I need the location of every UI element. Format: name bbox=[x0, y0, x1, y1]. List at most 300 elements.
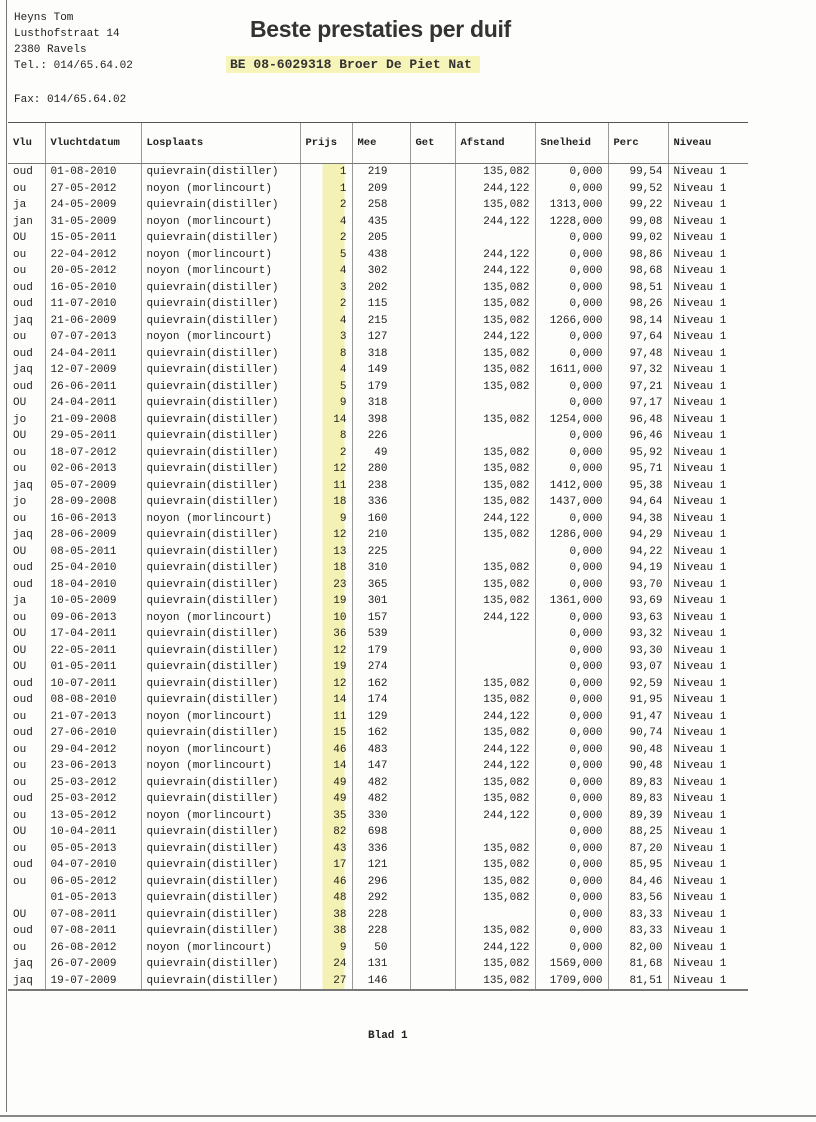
cell-prijs: 13 bbox=[300, 544, 352, 561]
cell-losplaats: quievrain(distiller) bbox=[141, 445, 300, 462]
cell-mee: 280 bbox=[352, 461, 410, 478]
cell-perc: 98,26 bbox=[608, 296, 668, 313]
cell-vluchtdatum: 21-07-2013 bbox=[45, 709, 141, 726]
cell-afstand: 244,122 bbox=[455, 214, 535, 231]
cell-mee: 228 bbox=[352, 907, 410, 924]
page-title: Beste prestaties per duif bbox=[250, 16, 511, 42]
cell-vluchtdatum: 17-04-2011 bbox=[45, 626, 141, 643]
cell-vluchtdatum: 10-05-2009 bbox=[45, 593, 141, 610]
column-header-niveau: Niveau bbox=[668, 123, 748, 164]
table-row bbox=[8, 329, 748, 346]
table-row bbox=[8, 709, 748, 726]
page-border bbox=[6, 0, 7, 1112]
cell-vluchtdatum: 10-04-2011 bbox=[45, 824, 141, 841]
cell-mee: 398 bbox=[352, 412, 410, 429]
cell-afstand bbox=[455, 230, 535, 247]
cell-vlu bbox=[8, 890, 45, 907]
cell-snelheid: 1228,000 bbox=[535, 214, 608, 231]
table-row bbox=[8, 956, 748, 973]
cell-vlu: OU bbox=[13, 628, 27, 641]
cell-afstand: 135,082 bbox=[455, 692, 535, 709]
cell-vluchtdatum: 31-05-2009 bbox=[45, 214, 141, 231]
cell-mee: 174 bbox=[352, 692, 410, 709]
sender-city: 2380 Ravels bbox=[14, 44, 87, 56]
cell-perc: 95,92 bbox=[608, 445, 668, 462]
cell-niveau: Niveau 1 bbox=[668, 593, 748, 610]
cell-mee: 438 bbox=[352, 247, 410, 264]
cell-perc: 82,00 bbox=[608, 940, 668, 957]
cell-losplaats: noyon (morlincourt) bbox=[141, 808, 300, 825]
table-row bbox=[8, 478, 748, 495]
table-row bbox=[8, 742, 748, 759]
cell-niveau: Niveau 1 bbox=[668, 923, 748, 940]
cell-niveau: Niveau 1 bbox=[668, 791, 748, 808]
cell-afstand: 135,082 bbox=[455, 478, 535, 495]
cell-prijs: 19 bbox=[300, 659, 352, 676]
cell-vlu: ou bbox=[13, 331, 27, 344]
cell-afstand: 244,122 bbox=[455, 247, 535, 264]
cell-perc: 93,69 bbox=[608, 593, 668, 610]
cell-afstand: 135,082 bbox=[455, 874, 535, 891]
cell-get bbox=[410, 560, 455, 577]
cell-snelheid: 0,000 bbox=[535, 709, 608, 726]
cell-perc: 97,32 bbox=[608, 362, 668, 379]
cell-mee: 49 bbox=[352, 445, 410, 462]
cell-snelheid: 0,000 bbox=[535, 164, 608, 181]
cell-mee: 302 bbox=[352, 263, 410, 280]
results-table bbox=[8, 122, 748, 991]
cell-get bbox=[410, 544, 455, 561]
page-number: Blad 1 bbox=[368, 1030, 408, 1042]
cell-losplaats: noyon (morlincourt) bbox=[141, 214, 300, 231]
cell-losplaats: quievrain(distiller) bbox=[141, 775, 300, 792]
cell-prijs: 1 bbox=[300, 181, 352, 198]
cell-prijs: 10 bbox=[300, 610, 352, 627]
cell-snelheid: 0,000 bbox=[535, 445, 608, 462]
table-row bbox=[8, 643, 748, 660]
cell-vluchtdatum: 01-05-2013 bbox=[45, 890, 141, 907]
cell-perc: 81,51 bbox=[608, 973, 668, 991]
cell-snelheid: 1611,000 bbox=[535, 362, 608, 379]
cell-vlu: ou bbox=[13, 776, 27, 789]
cell-get bbox=[410, 313, 455, 330]
cell-snelheid: 1286,000 bbox=[535, 527, 608, 544]
cell-vluchtdatum: 28-06-2009 bbox=[45, 527, 141, 544]
cell-snelheid: 0,000 bbox=[535, 610, 608, 627]
cell-vluchtdatum: 08-05-2011 bbox=[45, 544, 141, 561]
pigeon-id: BE 08-6029318 Broer De Piet Nat bbox=[226, 56, 480, 73]
cell-mee: 50 bbox=[352, 940, 410, 957]
cell-snelheid: 1313,000 bbox=[535, 197, 608, 214]
cell-losplaats: noyon (morlincourt) bbox=[141, 758, 300, 775]
cell-niveau: Niveau 1 bbox=[668, 626, 748, 643]
cell-perc: 98,86 bbox=[608, 247, 668, 264]
cell-prijs: 46 bbox=[300, 874, 352, 891]
cell-afstand bbox=[455, 643, 535, 660]
cell-afstand: 135,082 bbox=[455, 346, 535, 363]
cell-losplaats: quievrain(distiller) bbox=[141, 296, 300, 313]
cell-prijs: 3 bbox=[300, 329, 352, 346]
cell-vluchtdatum: 29-05-2011 bbox=[45, 428, 141, 445]
table-row bbox=[8, 362, 748, 379]
cell-niveau: Niveau 1 bbox=[668, 445, 748, 462]
cell-vluchtdatum: 02-06-2013 bbox=[45, 461, 141, 478]
cell-losplaats: quievrain(distiller) bbox=[141, 164, 300, 181]
cell-vluchtdatum: 26-06-2011 bbox=[45, 379, 141, 396]
cell-mee: 482 bbox=[352, 791, 410, 808]
table-row bbox=[8, 577, 748, 594]
cell-mee: 336 bbox=[352, 494, 410, 511]
cell-afstand bbox=[455, 659, 535, 676]
cell-vlu: oud bbox=[13, 694, 33, 707]
cell-mee: 131 bbox=[352, 956, 410, 973]
table-row bbox=[8, 181, 748, 198]
cell-afstand: 244,122 bbox=[455, 709, 535, 726]
cell-vlu: jaq bbox=[13, 529, 33, 542]
cell-prijs: 12 bbox=[300, 461, 352, 478]
cell-get bbox=[410, 775, 455, 792]
cell-afstand bbox=[455, 907, 535, 924]
cell-losplaats: quievrain(distiller) bbox=[141, 659, 300, 676]
cell-vlu: oud bbox=[13, 677, 33, 690]
cell-losplaats: quievrain(distiller) bbox=[141, 791, 300, 808]
cell-perc: 91,95 bbox=[608, 692, 668, 709]
cell-get bbox=[410, 610, 455, 627]
cell-get bbox=[410, 923, 455, 940]
cell-snelheid: 0,000 bbox=[535, 808, 608, 825]
cell-perc: 83,56 bbox=[608, 890, 668, 907]
column-header-snelheid: Snelheid bbox=[535, 123, 608, 164]
cell-niveau: Niveau 1 bbox=[668, 428, 748, 445]
cell-perc: 92,59 bbox=[608, 676, 668, 693]
cell-niveau: Niveau 1 bbox=[668, 511, 748, 528]
cell-get bbox=[410, 362, 455, 379]
cell-vlu: ou bbox=[13, 842, 27, 855]
cell-vluchtdatum: 18-07-2012 bbox=[45, 445, 141, 462]
cell-prijs: 19 bbox=[300, 593, 352, 610]
cell-niveau: Niveau 1 bbox=[668, 280, 748, 297]
table-row bbox=[8, 560, 748, 577]
cell-snelheid: 0,000 bbox=[535, 247, 608, 264]
cell-prijs: 1 bbox=[300, 164, 352, 181]
cell-vluchtdatum: 07-07-2013 bbox=[45, 329, 141, 346]
cell-get bbox=[410, 412, 455, 429]
cell-vluchtdatum: 29-04-2012 bbox=[45, 742, 141, 759]
column-header-vlu: Vlu bbox=[8, 123, 45, 164]
cell-afstand: 135,082 bbox=[455, 461, 535, 478]
table-row bbox=[8, 824, 748, 841]
cell-niveau: Niveau 1 bbox=[668, 643, 748, 660]
cell-afstand: 135,082 bbox=[455, 676, 535, 693]
cell-vluchtdatum: 25-03-2012 bbox=[45, 775, 141, 792]
cell-get bbox=[410, 676, 455, 693]
cell-afstand: 135,082 bbox=[455, 923, 535, 940]
cell-vlu: ou bbox=[13, 463, 27, 476]
cell-afstand: 135,082 bbox=[455, 791, 535, 808]
cell-perc: 94,22 bbox=[608, 544, 668, 561]
cell-niveau: Niveau 1 bbox=[668, 164, 748, 181]
cell-afstand: 244,122 bbox=[455, 940, 535, 957]
cell-afstand: 135,082 bbox=[455, 445, 535, 462]
cell-snelheid: 1709,000 bbox=[535, 973, 608, 991]
cell-snelheid: 0,000 bbox=[535, 577, 608, 594]
cell-perc: 99,22 bbox=[608, 197, 668, 214]
cell-vlu: OU bbox=[13, 826, 27, 839]
cell-get bbox=[410, 940, 455, 957]
cell-prijs: 9 bbox=[300, 940, 352, 957]
cell-snelheid: 0,000 bbox=[535, 775, 608, 792]
cell-afstand: 135,082 bbox=[455, 841, 535, 858]
cell-perc: 94,29 bbox=[608, 527, 668, 544]
cell-snelheid: 0,000 bbox=[535, 791, 608, 808]
cell-niveau: Niveau 1 bbox=[668, 181, 748, 198]
cell-mee: 205 bbox=[352, 230, 410, 247]
cell-snelheid: 0,000 bbox=[535, 461, 608, 478]
table-row bbox=[8, 412, 748, 429]
cell-vlu: oud bbox=[13, 859, 33, 872]
cell-get bbox=[410, 263, 455, 280]
cell-snelheid: 0,000 bbox=[535, 676, 608, 693]
cell-get bbox=[410, 791, 455, 808]
cell-vluchtdatum: 18-04-2010 bbox=[45, 577, 141, 594]
cell-snelheid: 0,000 bbox=[535, 643, 608, 660]
cell-perc: 97,48 bbox=[608, 346, 668, 363]
cell-afstand: 135,082 bbox=[455, 890, 535, 907]
cell-get bbox=[410, 445, 455, 462]
cell-prijs: 4 bbox=[300, 214, 352, 231]
cell-vluchtdatum: 22-05-2011 bbox=[45, 643, 141, 660]
table-row bbox=[8, 857, 748, 874]
cell-losplaats: quievrain(distiller) bbox=[141, 907, 300, 924]
cell-vluchtdatum: 25-03-2012 bbox=[45, 791, 141, 808]
table-row bbox=[8, 197, 748, 214]
cell-mee: 146 bbox=[352, 973, 410, 991]
cell-niveau: Niveau 1 bbox=[668, 494, 748, 511]
cell-afstand: 244,122 bbox=[455, 511, 535, 528]
table-row bbox=[8, 907, 748, 924]
cell-get bbox=[410, 478, 455, 495]
cell-snelheid: 1437,000 bbox=[535, 494, 608, 511]
cell-vlu: jan bbox=[13, 215, 33, 228]
cell-snelheid: 0,000 bbox=[535, 890, 608, 907]
table-row bbox=[8, 445, 748, 462]
cell-perc: 98,51 bbox=[608, 280, 668, 297]
cell-get bbox=[410, 379, 455, 396]
cell-vluchtdatum: 16-06-2013 bbox=[45, 511, 141, 528]
table-row bbox=[8, 379, 748, 396]
table-row bbox=[8, 461, 748, 478]
cell-losplaats: quievrain(distiller) bbox=[141, 874, 300, 891]
cell-losplaats: quievrain(distiller) bbox=[141, 412, 300, 429]
cell-get bbox=[410, 527, 455, 544]
cell-perc: 99,54 bbox=[608, 164, 668, 181]
cell-losplaats: noyon (morlincourt) bbox=[141, 610, 300, 627]
cell-prijs: 4 bbox=[300, 263, 352, 280]
cell-vlu: oud bbox=[13, 380, 33, 393]
cell-losplaats: quievrain(distiller) bbox=[141, 494, 300, 511]
cell-losplaats: quievrain(distiller) bbox=[141, 692, 300, 709]
cell-losplaats: noyon (morlincourt) bbox=[141, 742, 300, 759]
cell-vluchtdatum: 24-05-2009 bbox=[45, 197, 141, 214]
cell-snelheid: 0,000 bbox=[535, 907, 608, 924]
cell-vlu: oud bbox=[13, 793, 33, 806]
table-row bbox=[8, 659, 748, 676]
cell-snelheid: 0,000 bbox=[535, 758, 608, 775]
cell-losplaats: quievrain(distiller) bbox=[141, 676, 300, 693]
cell-prijs: 14 bbox=[300, 412, 352, 429]
cell-prijs: 15 bbox=[300, 725, 352, 742]
cell-perc: 93,32 bbox=[608, 626, 668, 643]
cell-snelheid: 0,000 bbox=[535, 841, 608, 858]
cell-vlu: ou bbox=[13, 446, 27, 459]
cell-afstand: 244,122 bbox=[455, 742, 535, 759]
cell-losplaats: quievrain(distiller) bbox=[141, 841, 300, 858]
cell-afstand: 135,082 bbox=[455, 379, 535, 396]
cell-snelheid: 0,000 bbox=[535, 428, 608, 445]
cell-vlu: ou bbox=[13, 743, 27, 756]
cell-losplaats: quievrain(distiller) bbox=[141, 527, 300, 544]
cell-snelheid: 0,000 bbox=[535, 742, 608, 759]
cell-get bbox=[410, 511, 455, 528]
cell-losplaats: quievrain(distiller) bbox=[141, 346, 300, 363]
cell-prijs: 8 bbox=[300, 428, 352, 445]
cell-snelheid: 0,000 bbox=[535, 874, 608, 891]
cell-get bbox=[410, 230, 455, 247]
cell-prijs: 9 bbox=[300, 395, 352, 412]
cell-vluchtdatum: 26-08-2012 bbox=[45, 940, 141, 957]
cell-perc: 94,64 bbox=[608, 494, 668, 511]
cell-get bbox=[410, 296, 455, 313]
cell-perc: 96,48 bbox=[608, 412, 668, 429]
cell-vlu: jaq bbox=[13, 364, 33, 377]
cell-mee: 296 bbox=[352, 874, 410, 891]
cell-prijs: 2 bbox=[300, 445, 352, 462]
cell-afstand: 244,122 bbox=[455, 181, 535, 198]
table-row bbox=[8, 940, 748, 957]
table-row bbox=[8, 280, 748, 297]
table-row bbox=[8, 494, 748, 511]
cell-mee: 162 bbox=[352, 676, 410, 693]
cell-prijs: 82 bbox=[300, 824, 352, 841]
cell-mee: 121 bbox=[352, 857, 410, 874]
cell-vluchtdatum: 21-06-2009 bbox=[45, 313, 141, 330]
cell-mee: 127 bbox=[352, 329, 410, 346]
cell-niveau: Niveau 1 bbox=[668, 973, 748, 991]
table-row bbox=[8, 676, 748, 693]
cell-mee: 482 bbox=[352, 775, 410, 792]
cell-snelheid: 0,000 bbox=[535, 626, 608, 643]
table-row bbox=[8, 230, 748, 247]
cell-snelheid: 0,000 bbox=[535, 280, 608, 297]
cell-perc: 97,17 bbox=[608, 395, 668, 412]
cell-vlu: jaq bbox=[13, 314, 33, 327]
cell-niveau: Niveau 1 bbox=[668, 247, 748, 264]
cell-vluchtdatum: 27-06-2010 bbox=[45, 725, 141, 742]
cell-prijs: 14 bbox=[300, 692, 352, 709]
cell-prijs: 38 bbox=[300, 907, 352, 924]
sender-fax: Fax: 014/65.64.02 bbox=[14, 94, 127, 106]
cell-prijs: 2 bbox=[300, 230, 352, 247]
cell-snelheid: 1254,000 bbox=[535, 412, 608, 429]
cell-get bbox=[410, 659, 455, 676]
cell-vluchtdatum: 27-05-2012 bbox=[45, 181, 141, 198]
cell-snelheid: 0,000 bbox=[535, 379, 608, 396]
cell-vlu: OU bbox=[13, 430, 27, 443]
cell-mee: 318 bbox=[352, 395, 410, 412]
cell-vluchtdatum: 28-09-2008 bbox=[45, 494, 141, 511]
cell-perc: 90,48 bbox=[608, 742, 668, 759]
cell-vluchtdatum: 20-05-2012 bbox=[45, 263, 141, 280]
cell-niveau: Niveau 1 bbox=[668, 527, 748, 544]
cell-vlu: OU bbox=[13, 545, 27, 558]
table-row bbox=[8, 428, 748, 445]
cell-perc: 93,63 bbox=[608, 610, 668, 627]
cell-get bbox=[410, 643, 455, 660]
cell-get bbox=[410, 626, 455, 643]
cell-get bbox=[410, 214, 455, 231]
column-header-vluchtdatum: Vluchtdatum bbox=[45, 123, 141, 164]
cell-prijs: 48 bbox=[300, 890, 352, 907]
table-row bbox=[8, 296, 748, 313]
table-row bbox=[8, 692, 748, 709]
cell-losplaats: quievrain(distiller) bbox=[141, 280, 300, 297]
cell-afstand bbox=[455, 544, 535, 561]
cell-vluchtdatum: 06-05-2012 bbox=[45, 874, 141, 891]
cell-perc: 89,83 bbox=[608, 791, 668, 808]
cell-snelheid: 0,000 bbox=[535, 329, 608, 346]
table-row bbox=[8, 247, 748, 264]
cell-vlu: ou bbox=[13, 710, 27, 723]
cell-losplaats: quievrain(distiller) bbox=[141, 725, 300, 742]
cell-losplaats: quievrain(distiller) bbox=[141, 560, 300, 577]
cell-get bbox=[410, 709, 455, 726]
cell-mee: 149 bbox=[352, 362, 410, 379]
cell-get bbox=[410, 494, 455, 511]
cell-losplaats: noyon (morlincourt) bbox=[141, 940, 300, 957]
cell-get bbox=[410, 890, 455, 907]
cell-afstand: 135,082 bbox=[455, 164, 535, 181]
table-row bbox=[8, 593, 748, 610]
cell-vluchtdatum: 13-05-2012 bbox=[45, 808, 141, 825]
cell-perc: 88,25 bbox=[608, 824, 668, 841]
cell-perc: 93,30 bbox=[608, 643, 668, 660]
cell-vluchtdatum: 01-05-2011 bbox=[45, 659, 141, 676]
cell-perc: 83,33 bbox=[608, 907, 668, 924]
cell-losplaats: noyon (morlincourt) bbox=[141, 247, 300, 264]
table-row bbox=[8, 544, 748, 561]
cell-niveau: Niveau 1 bbox=[668, 412, 748, 429]
cell-mee: 225 bbox=[352, 544, 410, 561]
cell-losplaats: quievrain(distiller) bbox=[141, 857, 300, 874]
cell-prijs: 12 bbox=[300, 527, 352, 544]
cell-get bbox=[410, 725, 455, 742]
cell-mee: 330 bbox=[352, 808, 410, 825]
cell-get bbox=[410, 577, 455, 594]
cell-mee: 698 bbox=[352, 824, 410, 841]
cell-losplaats: quievrain(distiller) bbox=[141, 395, 300, 412]
cell-losplaats: quievrain(distiller) bbox=[141, 197, 300, 214]
table-row bbox=[8, 527, 748, 544]
table-header bbox=[8, 123, 748, 164]
cell-perc: 89,83 bbox=[608, 775, 668, 792]
cell-vlu: ou bbox=[13, 611, 27, 624]
cell-mee: 336 bbox=[352, 841, 410, 858]
cell-snelheid: 0,000 bbox=[535, 395, 608, 412]
cell-afstand: 135,082 bbox=[455, 362, 535, 379]
cell-afstand: 135,082 bbox=[455, 197, 535, 214]
table-row bbox=[8, 395, 748, 412]
cell-snelheid: 1412,000 bbox=[535, 478, 608, 495]
